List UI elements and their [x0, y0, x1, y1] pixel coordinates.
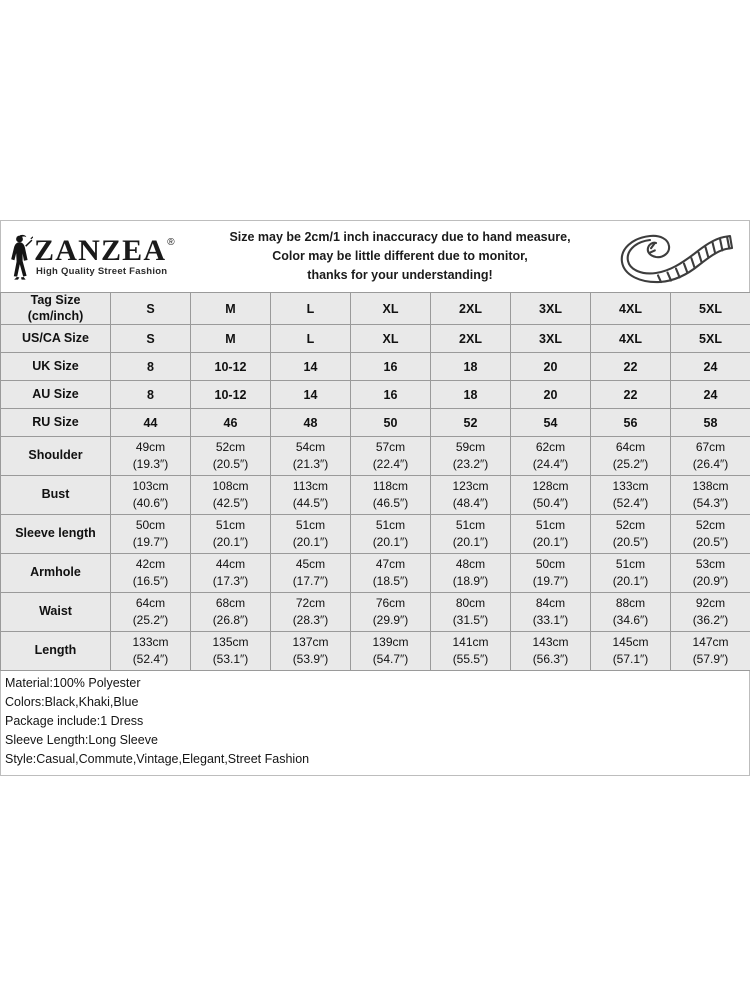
- value-cm: 52cm: [615, 517, 646, 532]
- value-inch: (20.5″): [612, 535, 649, 550]
- value-cm: 49cm: [135, 439, 166, 454]
- value-inch: (29.9″): [372, 613, 409, 628]
- value-cm: 72cm: [295, 595, 326, 610]
- cell-uk-5xl: 24: [671, 353, 750, 381]
- value-inch: (17.7″): [292, 574, 329, 589]
- cell-sleeve-length-4xl: [591, 515, 671, 554]
- value-cm: 42cm: [135, 556, 166, 571]
- cell-bust-4xl: [591, 476, 671, 515]
- value-cm: 141cm: [452, 634, 489, 649]
- value-inch: (40.6″): [132, 496, 169, 511]
- value-inch: (20.1″): [532, 535, 569, 550]
- value-inch: (23.2″): [452, 457, 489, 472]
- cell-uk-2xl: 18: [431, 353, 511, 381]
- cell-waist-xl: [351, 593, 431, 632]
- cell-us-ca-5xl: 5XL: [671, 325, 750, 353]
- value-cm: 143cm: [532, 634, 569, 649]
- value-inch: (16.5″): [132, 574, 169, 589]
- value-cm: 135cm: [212, 634, 249, 649]
- cell-armhole-xl: [351, 554, 431, 593]
- cell-tag-size-s: S: [111, 293, 191, 325]
- detail-material: Material:100% Polyester: [5, 676, 141, 691]
- value-cm: 50cm: [135, 517, 166, 532]
- value-inch: (20.1″): [612, 574, 649, 589]
- cell-armhole-3xl: [511, 554, 591, 593]
- cell-waist-s: [111, 593, 191, 632]
- value-inch: (53.9″): [292, 652, 329, 667]
- cell-ru-xl: 50: [351, 409, 431, 437]
- value-inch: (48.4″): [452, 496, 489, 511]
- value-cm: 51cm: [295, 517, 326, 532]
- value-inch: (26.4″): [692, 457, 729, 472]
- cell-shoulder-s: [111, 437, 191, 476]
- value-inch: (56.3″): [532, 652, 569, 667]
- value-inch: (21.3″): [292, 457, 329, 472]
- cell-tag-size-xl: XL: [351, 293, 431, 325]
- cell-ru-3xl: 54: [511, 409, 591, 437]
- cell-waist-2xl: [431, 593, 511, 632]
- table-row: [1, 353, 750, 381]
- value-cm: 76cm: [375, 595, 406, 610]
- value-cm: 57cm: [375, 439, 406, 454]
- value-cm: 51cm: [455, 517, 486, 532]
- cell-au-m: 10-12: [191, 381, 271, 409]
- cell-uk-m: 10-12: [191, 353, 271, 381]
- row-label-armhole: Armhole: [1, 554, 111, 593]
- value-cm: 67cm: [695, 439, 726, 454]
- value-inch: (20.1″): [372, 535, 409, 550]
- value-cm: 103cm: [132, 478, 169, 493]
- value-inch: (31.5″): [452, 613, 489, 628]
- cell-au-4xl: 22: [591, 381, 671, 409]
- value-inch: (19.7″): [532, 574, 569, 589]
- value-inch: (52.4″): [132, 652, 169, 667]
- detail-sleeve-length: Sleeve Length:Long Sleeve: [5, 733, 158, 748]
- value-cm: 84cm: [535, 595, 566, 610]
- row-label-waist: Waist: [1, 593, 111, 632]
- notice-line-3: thanks for your understanding!: [307, 267, 493, 282]
- value-cm: 50cm: [535, 556, 566, 571]
- value-inch: (19.7″): [132, 535, 169, 550]
- table-row: [1, 325, 750, 353]
- cell-bust-s: [111, 476, 191, 515]
- cell-bust-xl: [351, 476, 431, 515]
- cell-ru-4xl: 56: [591, 409, 671, 437]
- value-inch: (42.5″): [212, 496, 249, 511]
- cell-au-2xl: 18: [431, 381, 511, 409]
- value-cm: 147cm: [692, 634, 729, 649]
- cell-us-ca-xl: XL: [351, 325, 431, 353]
- cell-ru-2xl: 52: [431, 409, 511, 437]
- cell-length-3xl: [511, 632, 591, 671]
- cell-us-ca-3xl: 3XL: [511, 325, 591, 353]
- detail-package: Package include:1 Dress: [5, 714, 144, 729]
- table-row: [1, 632, 750, 671]
- value-cm: 92cm: [695, 595, 726, 610]
- cell-armhole-s: [111, 554, 191, 593]
- value-cm: 62cm: [535, 439, 566, 454]
- brand-logo: [1, 234, 191, 280]
- value-cm: 113cm: [292, 478, 329, 493]
- cell-uk-l: 14: [271, 353, 351, 381]
- cell-shoulder-5xl: [671, 437, 750, 476]
- product-details: [0, 671, 750, 776]
- cell-armhole-l: [271, 554, 351, 593]
- cell-waist-l: [271, 593, 351, 632]
- cell-length-2xl: [431, 632, 511, 671]
- cell-au-l: 14: [271, 381, 351, 409]
- table-row: [1, 476, 750, 515]
- cell-au-5xl: 24: [671, 381, 750, 409]
- value-cm: 64cm: [135, 595, 166, 610]
- value-cm: 133cm: [612, 478, 649, 493]
- cell-length-xl: [351, 632, 431, 671]
- cell-waist-3xl: [511, 593, 591, 632]
- value-inch: (20.9″): [692, 574, 729, 589]
- value-inch: (22.4″): [372, 457, 409, 472]
- cell-au-3xl: 20: [511, 381, 591, 409]
- value-inch: (34.6″): [612, 613, 649, 628]
- cell-ru-l: 48: [271, 409, 351, 437]
- value-inch: (46.5″): [372, 496, 409, 511]
- value-cm: 68cm: [215, 595, 246, 610]
- value-cm: 139cm: [372, 634, 409, 649]
- value-cm: 128cm: [532, 478, 569, 493]
- value-cm: 44cm: [215, 556, 246, 571]
- brand-tagline: High Quality Street Fashion: [36, 265, 168, 277]
- cell-shoulder-m: [191, 437, 271, 476]
- chart-header: [0, 220, 750, 292]
- value-inch: (20.1″): [452, 535, 489, 550]
- value-cm: 48cm: [455, 556, 486, 571]
- brand-name: ZANZEA: [34, 234, 167, 267]
- value-inch: (20.5″): [212, 457, 249, 472]
- table-row: [1, 437, 750, 476]
- value-inch: (25.2″): [132, 613, 169, 628]
- value-inch: (36.2″): [692, 613, 729, 628]
- table-row: [1, 409, 750, 437]
- cell-bust-m: [191, 476, 271, 515]
- measurement-notice: [191, 228, 609, 284]
- row-label-shoulder: Shoulder: [1, 437, 111, 476]
- cell-length-l: [271, 632, 351, 671]
- row-label-line-1: Tag Size: [30, 293, 81, 307]
- value-cm: 51cm: [535, 517, 566, 532]
- cell-armhole-m: [191, 554, 271, 593]
- cell-uk-s: 8: [111, 353, 191, 381]
- cell-au-s: 8: [111, 381, 191, 409]
- notice-line-2: Color may be little different due to monitor,: [272, 249, 528, 264]
- row-label-tag-size: [1, 293, 111, 325]
- value-cm: 138cm: [692, 478, 729, 493]
- row-label-line-2: (cm/inch): [27, 308, 84, 323]
- size-table: [0, 292, 750, 671]
- cell-bust-5xl: [671, 476, 750, 515]
- cell-us-ca-s: S: [111, 325, 191, 353]
- cell-ru-m: 46: [191, 409, 271, 437]
- value-cm: 54cm: [295, 439, 326, 454]
- value-inch: (57.9″): [692, 652, 729, 667]
- value-inch: (52.4″): [612, 496, 649, 511]
- value-cm: 145cm: [612, 634, 649, 649]
- value-cm: 53cm: [695, 556, 726, 571]
- notice-line-1: Size may be 2cm/1 inch inaccuracy due to hand measure,: [229, 230, 571, 245]
- cell-uk-4xl: 22: [591, 353, 671, 381]
- value-inch: (20.1″): [292, 535, 329, 550]
- value-cm: 118cm: [372, 478, 409, 493]
- value-cm: 88cm: [615, 595, 646, 610]
- value-cm: 51cm: [215, 517, 246, 532]
- value-cm: 133cm: [132, 634, 169, 649]
- cell-sleeve-length-xl: [351, 515, 431, 554]
- value-inch: (28.3″): [292, 613, 329, 628]
- value-inch: (25.2″): [612, 457, 649, 472]
- cell-sleeve-length-m: [191, 515, 271, 554]
- value-cm: 45cm: [295, 556, 326, 571]
- value-cm: 59cm: [455, 439, 486, 454]
- value-cm: 47cm: [375, 556, 406, 571]
- value-inch: (44.5″): [292, 496, 329, 511]
- table-row: [1, 515, 750, 554]
- value-cm: 108cm: [212, 478, 249, 493]
- row-label-au-size: AU Size: [1, 381, 111, 409]
- cell-shoulder-xl: [351, 437, 431, 476]
- cell-sleeve-length-2xl: [431, 515, 511, 554]
- value-inch: (55.5″): [452, 652, 489, 667]
- value-inch: (24.4″): [532, 457, 569, 472]
- cell-uk-xl: 16: [351, 353, 431, 381]
- value-inch: (53.1″): [212, 652, 249, 667]
- value-inch: (26.8″): [212, 613, 249, 628]
- cell-armhole-2xl: [431, 554, 511, 593]
- cell-us-ca-2xl: 2XL: [431, 325, 511, 353]
- table-row: [1, 554, 750, 593]
- cell-ru-s: 44: [111, 409, 191, 437]
- value-inch: (18.9″): [452, 574, 489, 589]
- cell-tag-size-m: M: [191, 293, 271, 325]
- cell-us-ca-4xl: 4XL: [591, 325, 671, 353]
- value-inch: (33.1″): [532, 613, 569, 628]
- row-label-us-ca-size: US/CA Size: [1, 325, 111, 353]
- detail-style: Style:Casual,Commute,Vintage,Elegant,Street Fashion: [5, 752, 310, 767]
- cell-length-m: [191, 632, 271, 671]
- value-cm: 51cm: [615, 556, 646, 571]
- cell-sleeve-length-3xl: [511, 515, 591, 554]
- cell-us-ca-l: L: [271, 325, 351, 353]
- row-label-ru-size: RU Size: [1, 409, 111, 437]
- cell-shoulder-3xl: [511, 437, 591, 476]
- value-inch: (19.3″): [132, 457, 169, 472]
- cell-uk-3xl: 20: [511, 353, 591, 381]
- value-cm: 52cm: [695, 517, 726, 532]
- value-inch: (54.7″): [372, 652, 409, 667]
- measuring-tape-icon: [609, 230, 749, 284]
- value-inch: (57.1″): [612, 652, 649, 667]
- cell-shoulder-l: [271, 437, 351, 476]
- size-chart-content: [0, 220, 750, 776]
- woman-figure-icon: [7, 234, 33, 280]
- table-row: [1, 593, 750, 632]
- value-cm: 123cm: [452, 478, 489, 493]
- cell-shoulder-2xl: [431, 437, 511, 476]
- size-table-body: [1, 293, 750, 671]
- cell-sleeve-length-l: [271, 515, 351, 554]
- cell-bust-l: [271, 476, 351, 515]
- table-row: [1, 381, 750, 409]
- cell-armhole-5xl: [671, 554, 750, 593]
- cell-sleeve-length-s: [111, 515, 191, 554]
- cell-armhole-4xl: [591, 554, 671, 593]
- value-inch: (54.3″): [692, 496, 729, 511]
- cell-tag-size-2xl: 2XL: [431, 293, 511, 325]
- cell-bust-3xl: [511, 476, 591, 515]
- row-label-length: Length: [1, 632, 111, 671]
- detail-colors: Colors:Black,Khaki,Blue: [5, 695, 139, 710]
- value-cm: 51cm: [375, 517, 406, 532]
- cell-shoulder-4xl: [591, 437, 671, 476]
- cell-tag-size-3xl: 3XL: [511, 293, 591, 325]
- cell-us-ca-m: M: [191, 325, 271, 353]
- value-inch: (20.5″): [692, 535, 729, 550]
- cell-length-4xl: [591, 632, 671, 671]
- cell-waist-5xl: [671, 593, 750, 632]
- value-cm: 52cm: [215, 439, 246, 454]
- cell-tag-size-5xl: 5XL: [671, 293, 750, 325]
- cell-ru-5xl: 58: [671, 409, 750, 437]
- value-cm: 64cm: [615, 439, 646, 454]
- row-label-uk-size: UK Size: [1, 353, 111, 381]
- row-label-bust: Bust: [1, 476, 111, 515]
- table-row: [1, 293, 750, 325]
- value-inch: (20.1″): [212, 535, 249, 550]
- cell-bust-2xl: [431, 476, 511, 515]
- cell-sleeve-length-5xl: [671, 515, 750, 554]
- registered-mark-icon: ®: [167, 237, 175, 248]
- cell-tag-size-l: L: [271, 293, 351, 325]
- cell-waist-m: [191, 593, 271, 632]
- row-label-sleeve-length: Sleeve length: [1, 515, 111, 554]
- cell-waist-4xl: [591, 593, 671, 632]
- value-cm: 80cm: [455, 595, 486, 610]
- cell-length-s: [111, 632, 191, 671]
- cell-length-5xl: [671, 632, 750, 671]
- value-inch: (17.3″): [212, 574, 249, 589]
- value-inch: (18.5″): [372, 574, 409, 589]
- cell-au-xl: 16: [351, 381, 431, 409]
- cell-tag-size-4xl: 4XL: [591, 293, 671, 325]
- value-inch: (50.4″): [532, 496, 569, 511]
- value-cm: 137cm: [292, 634, 329, 649]
